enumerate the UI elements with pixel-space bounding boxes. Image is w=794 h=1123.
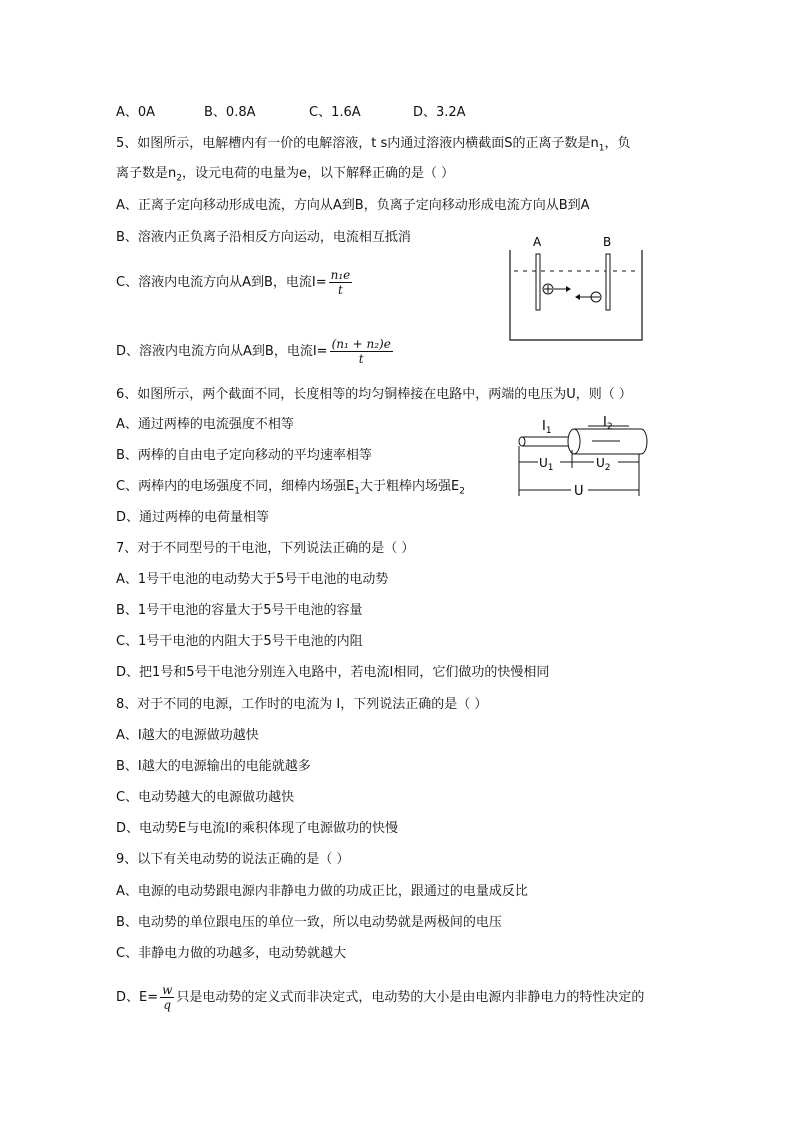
q9-option-d-fraction: $\frac{w}{q}$ bbox=[162, 983, 173, 1012]
q4-option-b: B、0.8A bbox=[204, 105, 256, 120]
right-arrow-icon bbox=[554, 286, 571, 292]
q8-option-a: A、I越大的电源做功越快 bbox=[116, 728, 259, 743]
copper-rods-diagram bbox=[508, 410, 658, 500]
voltage-label-u1: $U_1$ bbox=[539, 456, 554, 473]
q5-option-c: C、溶液内电流方向从A到B，电流I= $\frac{\text{n₁e}}{t}$ bbox=[116, 268, 351, 297]
q4-option-d: D、3.2A bbox=[413, 105, 466, 120]
q8-option-c: C、电动势越大的电源做功越快 bbox=[116, 790, 295, 805]
q5-option-d-fraction: $\frac{\text{(n₁ + n₂)e}}{t}$ bbox=[331, 337, 391, 366]
negative-ion-icon bbox=[591, 292, 601, 302]
positive-ion-icon bbox=[543, 284, 553, 294]
q8-option-b: B、I越大的电源输出的电能就越多 bbox=[116, 759, 311, 774]
electrode-b bbox=[606, 254, 610, 310]
q5-option-a: A、正离子定向移动形成电流，方向从A到B，负离子定向移动形成电流方向从B到A bbox=[116, 198, 590, 213]
q5-option-d: D、溶液内电流方向从A到B，电流I= $\frac{\text{(n₁ + n₂)e}}{t}$ bbox=[116, 337, 391, 366]
cell-container bbox=[510, 250, 642, 340]
q4-option-c: C、1.6A bbox=[309, 105, 361, 120]
q9-option-a: A、电源的电动势跟电源内非静电力做的功成正比，跟通过的电量成反比 bbox=[116, 884, 528, 899]
thick-rod bbox=[568, 429, 647, 454]
q5-option-b: B、溶液内正负离子沿相反方向运动，电流相互抵消 bbox=[116, 230, 411, 245]
electrode-label-a: A bbox=[533, 235, 542, 249]
q6-stem: 6、如图所示，两个截面不同，长度相等的均匀铜棒接在电路中，两端的电压为U，则（ ） bbox=[116, 387, 632, 402]
q8-option-d: D、电动势E与电流I的乘积体现了电源做功的快慢 bbox=[116, 821, 399, 836]
q6-option-b: B、两棒的自由电子定向移动的平均速率相等 bbox=[116, 448, 372, 463]
q6-option-d: D、通过两棒的电荷量相等 bbox=[116, 510, 270, 525]
q9-stem: 9、以下有关电动势的说法正确的是（ ） bbox=[116, 852, 350, 867]
q4-options-row bbox=[116, 104, 466, 122]
q4-option-a: A、0A bbox=[116, 105, 156, 120]
left-arrow-icon bbox=[575, 294, 592, 300]
electrolytic-cell-diagram bbox=[500, 228, 660, 346]
electrode-a bbox=[536, 254, 540, 310]
current-label-i1: $I_1$ bbox=[542, 419, 552, 436]
q6-option-c: C、两棒内的电场强度不同，细棒内场强$E_1$大于粗棒内场强$E_2$ bbox=[116, 479, 465, 497]
q5-stem-line2: 离子数是$n_2$，设元电荷的电量为e，以下解释正确的是（ ） bbox=[116, 166, 455, 184]
q7-stem: 7、对于不同型号的干电池，下列说法正确的是（ ） bbox=[116, 541, 415, 556]
q8-stem: 8、对于不同的电源，工作时的电流为 I，下列说法正确的是（ ） bbox=[116, 697, 488, 712]
voltage-label-u: U bbox=[574, 484, 584, 499]
voltage-label-u2: $U_2$ bbox=[596, 456, 611, 473]
q9-option-b: B、电动势的单位跟电压的单位一致，所以电动势就是两极间的电压 bbox=[116, 915, 502, 930]
q7-option-d: D、把1号和5号干电池分别连入电路中，若电流I相同，它们做功的快慢相同 bbox=[116, 665, 550, 680]
q6-option-a: A、通过两棒的电流强度不相等 bbox=[116, 417, 294, 432]
q7-option-a: A、1号干电池的电动势大于5号干电池的电动势 bbox=[116, 572, 389, 587]
current-label-i2: $I_2$ bbox=[603, 415, 613, 432]
thin-rod bbox=[519, 437, 572, 446]
q5-stem-line1: 5、如图所示，电解槽内有一价的电解溶液，t s内通过溶液内横截面S的正离子数是$n_1$，负 bbox=[116, 136, 631, 154]
electrode-label-b: B bbox=[603, 235, 612, 249]
q9-option-d: D、E= $\frac{w}{q}$ 只是电动势的定义式而非决定式，电动势的大小是由电源内非静电力的特性决定的 bbox=[116, 983, 645, 1012]
q7-option-c: C、1号干电池的内阻大于5号干电池的内阻 bbox=[116, 634, 363, 649]
q5-option-c-fraction: $\frac{\text{n₁e}}{t}$ bbox=[330, 268, 351, 297]
q7-option-b: B、1号干电池的容量大于5号干电池的容量 bbox=[116, 603, 363, 618]
q9-option-c: C、非静电力做的功越多，电动势就越大 bbox=[116, 946, 347, 961]
